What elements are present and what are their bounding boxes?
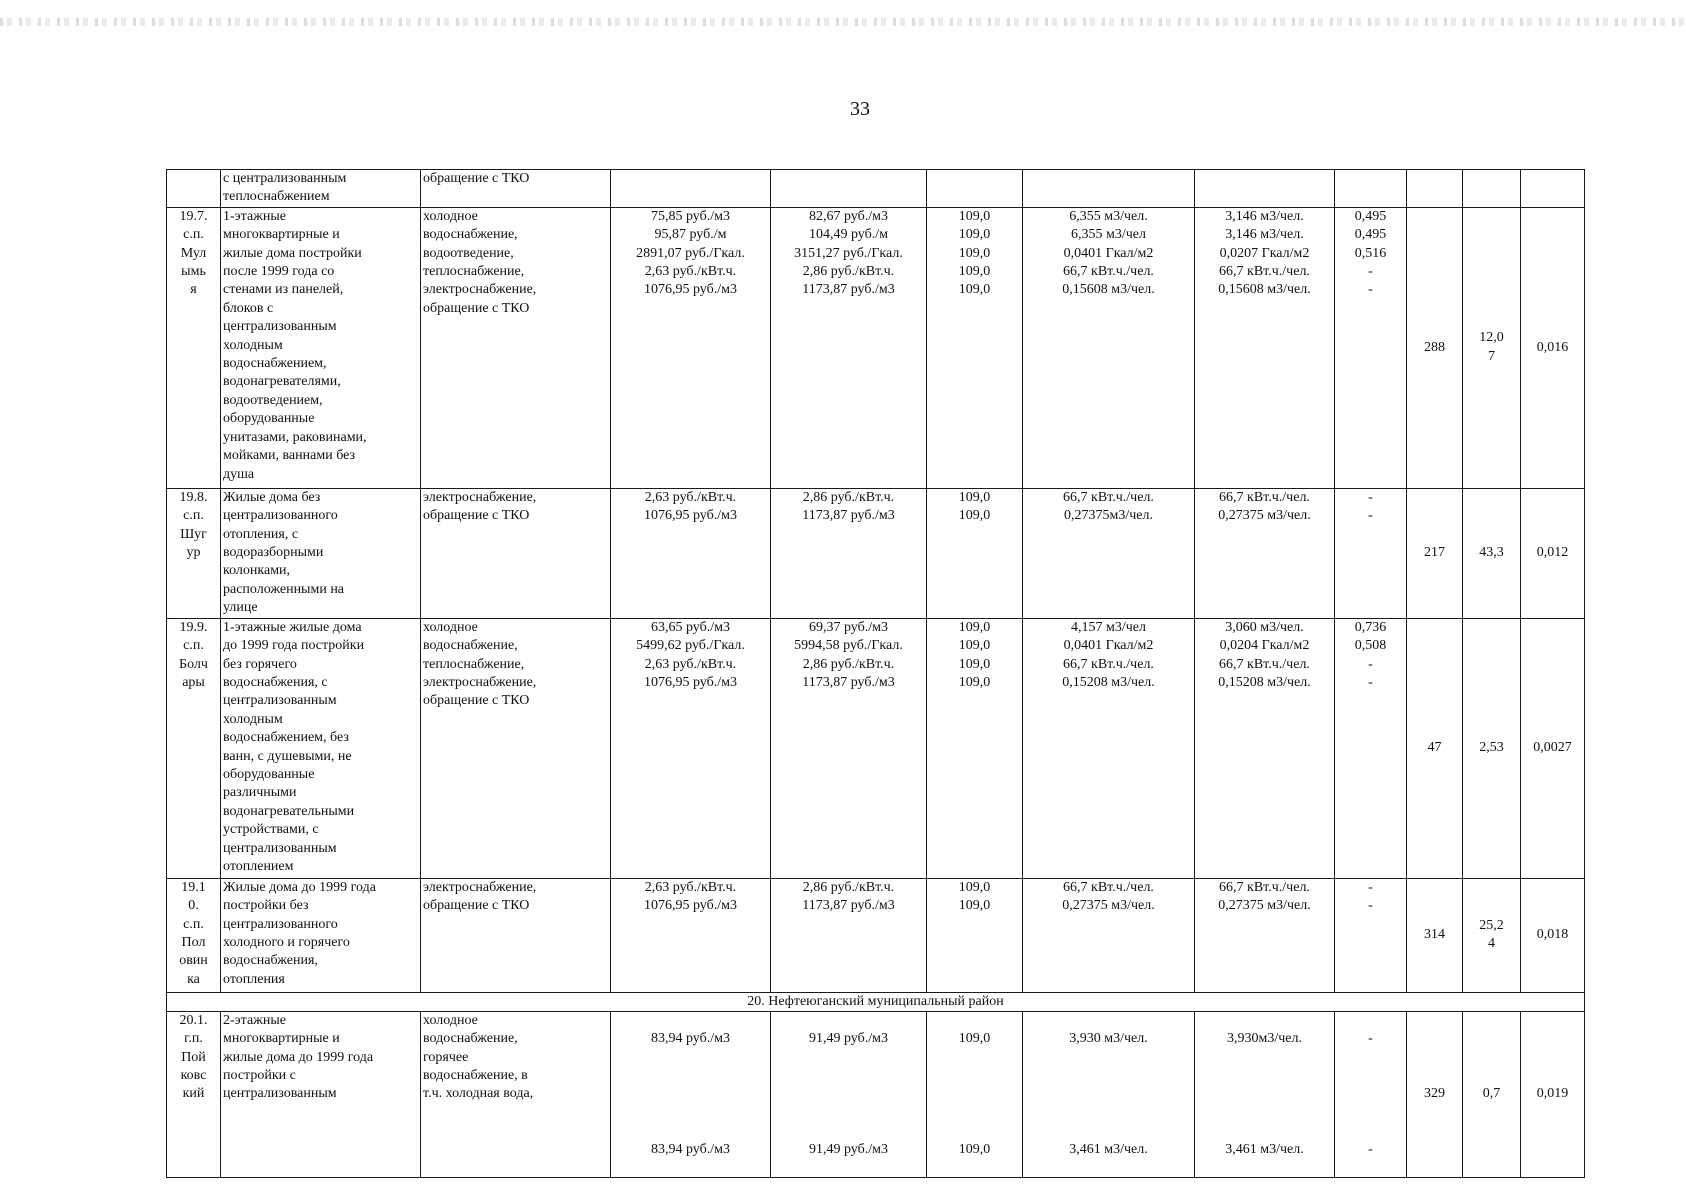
table-cell-norm-2: 66,7 кВт.ч./чел. 0,27375 м3/чел. — [1195, 878, 1335, 992]
table-cell-c1 — [1407, 170, 1463, 208]
cell-line: 83,94 руб./м3 — [650, 1141, 730, 1157]
table-cell-norm-2: 66,7 кВт.ч./чел. 0,27375 м3/чел. — [1195, 488, 1335, 618]
table-cell-tariff-old: 2,63 руб./кВт.ч. 1076,95 руб./м3 — [611, 878, 771, 992]
table-cell-c2: 25,2 4 — [1463, 878, 1521, 992]
table-cell-description: с централизованным теплоснабжением — [221, 170, 421, 208]
table-row — [167, 207, 1585, 488]
cell-line: 109,0 — [958, 1141, 991, 1157]
table-cell-description: Жилые дома до 1999 года постройки без централизованного холодного и горячего водоснабжения, отопления — [221, 878, 421, 992]
cell-line: 83,94 руб./м3 — [650, 1031, 730, 1047]
cell-line — [613, 1104, 768, 1122]
cell-line — [1197, 1067, 1332, 1085]
table-cell-services: обращение с ТКО — [421, 170, 611, 208]
table-cell-num: 19.7. с.п. Мул ымь я — [167, 207, 221, 488]
table-cell-services: холодное водоснабжение, водоотведение, теплоснабжение, электроснабжение, обращение с ТКО — [421, 207, 611, 488]
table-cell-num: 19.8. с.п. Шуг ур — [167, 488, 221, 618]
table-cell-tariff-new: 69,37 руб./м3 5994,58 руб./Гкал. 2,86 руб./кВт.ч. 1173,87 руб./м3 — [771, 618, 927, 878]
table-section-row — [167, 992, 1585, 1011]
cell-line: 3,930м3/чел. — [1227, 1031, 1302, 1047]
cell-line — [1025, 1104, 1192, 1122]
table-cell-tariff-new — [771, 170, 927, 208]
cell-line — [1025, 1067, 1192, 1085]
table-cell-c2: 0,7 — [1463, 1011, 1521, 1178]
table-cell-description: Жилые дома без централизованного отопления, с водоразборными колонками, расположенными на улице — [221, 488, 421, 618]
table-cell-c1: 217 — [1407, 488, 1463, 618]
table-cell-coef: - - — [1335, 488, 1407, 618]
table-cell-services: холодное водоснабжение, теплоснабжение, электроснабжение, обращение с ТКО — [421, 618, 611, 878]
table-cell-c2: 2,53 — [1463, 618, 1521, 878]
table-cell-num: 19.9. с.п. Болч ары — [167, 618, 221, 878]
table-cell-norm-1 — [1023, 170, 1195, 208]
table-cell-c1: 47 — [1407, 618, 1463, 878]
cell-line — [773, 1104, 924, 1122]
table-row — [167, 488, 1585, 618]
table-cell-c2: 12,0 7 — [1463, 207, 1521, 488]
cell-line: - — [1368, 1031, 1373, 1047]
table-cell-coef — [1335, 1011, 1407, 1178]
table-cell-description: 1-этажные жилые дома до 1999 года постройки без горячего водоснабжения, с централизованным холодным водоснабжением, без ванн, с душевыми, не оборудованные различными водонагревательными устройствами, с централизованным отоплением — [221, 618, 421, 878]
cell-line: 3,461 м3/чел. — [1225, 1141, 1304, 1157]
table-cell-index: 109,0 109,0 — [927, 878, 1023, 992]
table-cell-tariff-old — [611, 1011, 771, 1178]
table-cell-num: 20.1. г.п. Пой ковс кий — [167, 1011, 221, 1178]
table-cell-norm-1 — [1023, 1011, 1195, 1178]
table-cell-coef: 0,736 0,508 - - — [1335, 618, 1407, 878]
table-cell-norm-2: 3,146 м3/чел. 3,146 м3/чел. 0,0207 Гкал/м2 66,7 кВт.ч./чел. 0,15608 м3/чел. — [1195, 207, 1335, 488]
table-row-continuation — [167, 170, 1585, 208]
table-cell-c1: 314 — [1407, 878, 1463, 992]
cell-line: 91,49 руб./м3 — [808, 1141, 888, 1157]
table-cell-c3: 0,019 — [1521, 1011, 1585, 1178]
table-cell-index: 109,0 109,0 — [927, 488, 1023, 618]
table-cell-description: 1-этажные многоквартирные и жилые дома постройки после 1999 года со стенами из панелей, блоков с централизованным холодным водоснабжением, водонагревателями, водоотведением, оборудованные унитазами, раковинами, мойками, ваннами без душа — [221, 207, 421, 488]
table-cell-services: электроснабжение, обращение с ТКО — [421, 878, 611, 992]
table-cell-coef — [1335, 170, 1407, 208]
table-cell-description: 2-этажные многоквартирные и жилые дома до 1999 года постройки с централизованным — [221, 1011, 421, 1178]
table-cell-c1: 288 — [1407, 207, 1463, 488]
tariff-table — [166, 169, 1585, 1178]
cell-line — [929, 1104, 1020, 1122]
table-cell-c3: 0,0027 — [1521, 618, 1585, 878]
table-cell-c2 — [1463, 170, 1521, 208]
table-cell-c3 — [1521, 170, 1585, 208]
table-cell-num — [167, 170, 221, 208]
table-cell-index — [927, 1011, 1023, 1178]
table-cell-tariff-new: 2,86 руб./кВт.ч. 1173,87 руб./м3 — [771, 488, 927, 618]
table-cell-c3: 0,016 — [1521, 207, 1585, 488]
table-cell-index: 109,0 109,0 109,0 109,0 109,0 — [927, 207, 1023, 488]
table-cell-norm-1: 66,7 кВт.ч./чел. 0,27375м3/чел. — [1023, 488, 1195, 618]
table-cell-c3: 0,012 — [1521, 488, 1585, 618]
cell-line — [1337, 1104, 1404, 1122]
cell-line — [1337, 1067, 1404, 1085]
cell-line — [929, 1067, 1020, 1085]
table-row — [167, 1011, 1585, 1178]
table-cell-norm-2 — [1195, 170, 1335, 208]
cell-line: 3,461 м3/чел. — [1069, 1141, 1148, 1157]
table-cell-tariff-old: 75,85 руб./м3 95,87 руб./м 2891,07 руб./Гкал. 2,63 руб./кВт.ч. 1076,95 руб./м3 — [611, 207, 771, 488]
table-cell-services: электроснабжение, обращение с ТКО — [421, 488, 611, 618]
cell-line — [613, 1067, 768, 1085]
table-cell-norm-1: 66,7 кВт.ч./чел. 0,27375 м3/чел. — [1023, 878, 1195, 992]
cell-line: 91,49 руб./м3 — [808, 1031, 888, 1047]
table-cell-index — [927, 170, 1023, 208]
table-cell-norm-2 — [1195, 1011, 1335, 1178]
table-cell-tariff-new — [771, 1011, 927, 1178]
table-cell-index: 109,0 109,0 109,0 109,0 — [927, 618, 1023, 878]
table-cell-c1: 329 — [1407, 1011, 1463, 1178]
table-cell-tariff-new: 82,67 руб./м3 104,49 руб./м 3151,27 руб./Гкал. 2,86 руб./кВт.ч. 1173,87 руб./м3 — [771, 207, 927, 488]
cell-line: - — [1368, 1141, 1373, 1157]
table-row — [167, 878, 1585, 992]
table-cell-services: холодное водоснабжение, горячее водоснабжение, в т.ч. холодная вода, — [421, 1011, 611, 1178]
cell-line: 3,930 м3/чел. — [1069, 1031, 1148, 1047]
cell-line — [773, 1067, 924, 1085]
table-cell-tariff-new: 2,86 руб./кВт.ч. 1173,87 руб./м3 — [771, 878, 927, 992]
table-cell-tariff-old: 63,65 руб./м3 5499,62 руб./Гкал. 2,63 руб./кВт.ч. 1076,95 руб./м3 — [611, 618, 771, 878]
table-cell-norm-2: 3,060 м3/чел. 0,0204 Гкал/м2 66,7 кВт.ч./чел. 0,15208 м3/чел. — [1195, 618, 1335, 878]
table-cell-tariff-old: 2,63 руб./кВт.ч. 1076,95 руб./м3 — [611, 488, 771, 618]
table-cell-num: 19.1 0. с.п. Пол овин ка — [167, 878, 221, 992]
table-cell-tariff-old — [611, 170, 771, 208]
table-cell-coef: - - — [1335, 878, 1407, 992]
table-cell-norm-1: 6,355 м3/чел. 6,355 м3/чел 0,0401 Гкал/м2 66,7 кВт.ч./чел. 0,15608 м3/чел. — [1023, 207, 1195, 488]
table-cell-c3: 0,018 — [1521, 878, 1585, 992]
table-cell-c2: 43,3 — [1463, 488, 1521, 618]
scan-edge-artifact — [0, 18, 1686, 26]
table-cell-norm-1: 4,157 м3/чел 0,0401 Гкал/м2 66,7 кВт.ч./чел. 0,15208 м3/чел. — [1023, 618, 1195, 878]
table-row — [167, 618, 1585, 878]
cell-line: 109,0 — [958, 1031, 991, 1047]
section-heading: 20. Нефтеюганский муниципальный район — [167, 992, 1585, 1011]
table-cell-coef: 0,495 0,495 0,516 - - — [1335, 207, 1407, 488]
cell-line — [1197, 1104, 1332, 1122]
page-number: 33 — [850, 98, 870, 120]
